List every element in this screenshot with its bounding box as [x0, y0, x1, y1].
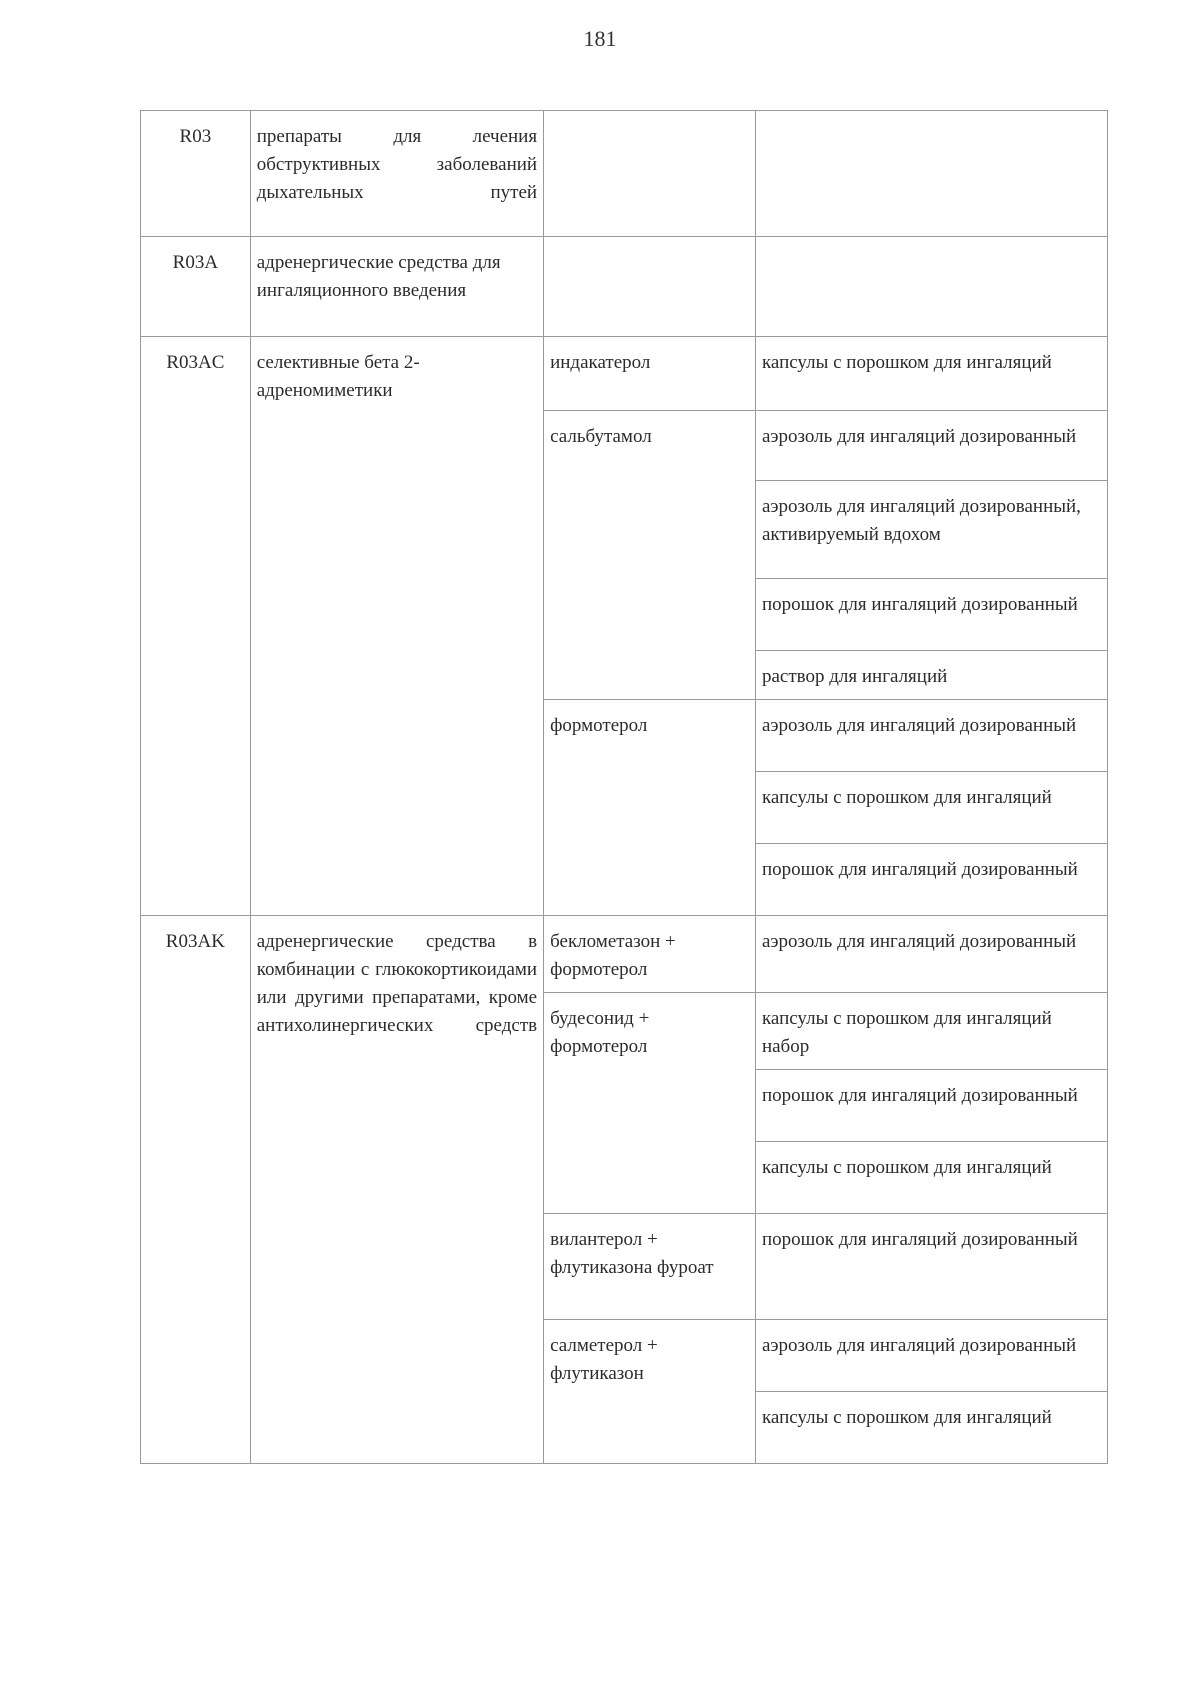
dosage-form: порошок для ингаляций дозированный	[755, 1214, 1107, 1320]
table-row	[141, 916, 1108, 993]
dosage-form: аэрозоль для ингаляций дозированный	[755, 916, 1107, 993]
dosage-form: порошок для ингаляций дозированный	[755, 579, 1107, 651]
table-row	[141, 337, 1108, 411]
drug-name-cell	[544, 237, 756, 337]
dosage-form: капсулы с порошком для ингаляций	[755, 337, 1107, 411]
page-number: 181	[583, 26, 617, 51]
atc-code: R03AC	[141, 337, 251, 916]
dosage-form: капсулы с порошком для ингаляций	[755, 1142, 1107, 1214]
dosage-form: капсулы с порошком для ингаляций	[755, 1392, 1107, 1464]
dosage-form-cell	[755, 111, 1107, 237]
dosage-form: раствор для ингаляций	[755, 651, 1107, 700]
dosage-form: аэрозоль для ингаляций дозированный	[755, 1320, 1107, 1392]
dosage-form: порошок для ингаляций дозированный	[755, 1070, 1107, 1142]
table-row	[141, 237, 1108, 337]
drug-name: формотерол	[544, 700, 756, 916]
drug-classification-table	[140, 110, 1108, 1464]
dosage-form-cell	[755, 237, 1107, 337]
drug-name: салметерол + флутиказон	[544, 1320, 756, 1464]
group-description: селективные бета 2-адреномиметики	[250, 337, 543, 916]
drug-name: сальбутамол	[544, 411, 756, 700]
group-description: адренергические средства для ингаляционного введения	[250, 237, 543, 337]
drug-name: будесонид + формотерол	[544, 993, 756, 1214]
group-description: адренергические средства в комбинации с глюкокортикоидами или другими препаратами, кроме антихолинергических средств	[250, 916, 543, 1464]
dosage-form: капсулы с порошком для ингаляций	[755, 772, 1107, 844]
drug-name: беклометазон + формотерол	[544, 916, 756, 993]
drug-name: индакатерол	[544, 337, 756, 411]
group-description: препараты для лечения обструктивных заболеваний дыхательных путей	[250, 111, 543, 237]
drug-name: вилантерол + флутиказона фуроат	[544, 1214, 756, 1320]
dosage-form: аэрозоль для ингаляций дозированный, активируемый вдохом	[755, 481, 1107, 579]
dosage-form: аэрозоль для ингаляций дозированный	[755, 411, 1107, 481]
dosage-form: порошок для ингаляций дозированный	[755, 844, 1107, 916]
dosage-form: капсулы с порошком для ингаляций набор	[755, 993, 1107, 1070]
table-row	[141, 111, 1108, 237]
atc-code: R03	[141, 111, 251, 237]
drug-name-cell	[544, 111, 756, 237]
dosage-form: аэрозоль для ингаляций дозированный	[755, 700, 1107, 772]
atc-code: R03AK	[141, 916, 251, 1464]
atc-code: R03A	[141, 237, 251, 337]
